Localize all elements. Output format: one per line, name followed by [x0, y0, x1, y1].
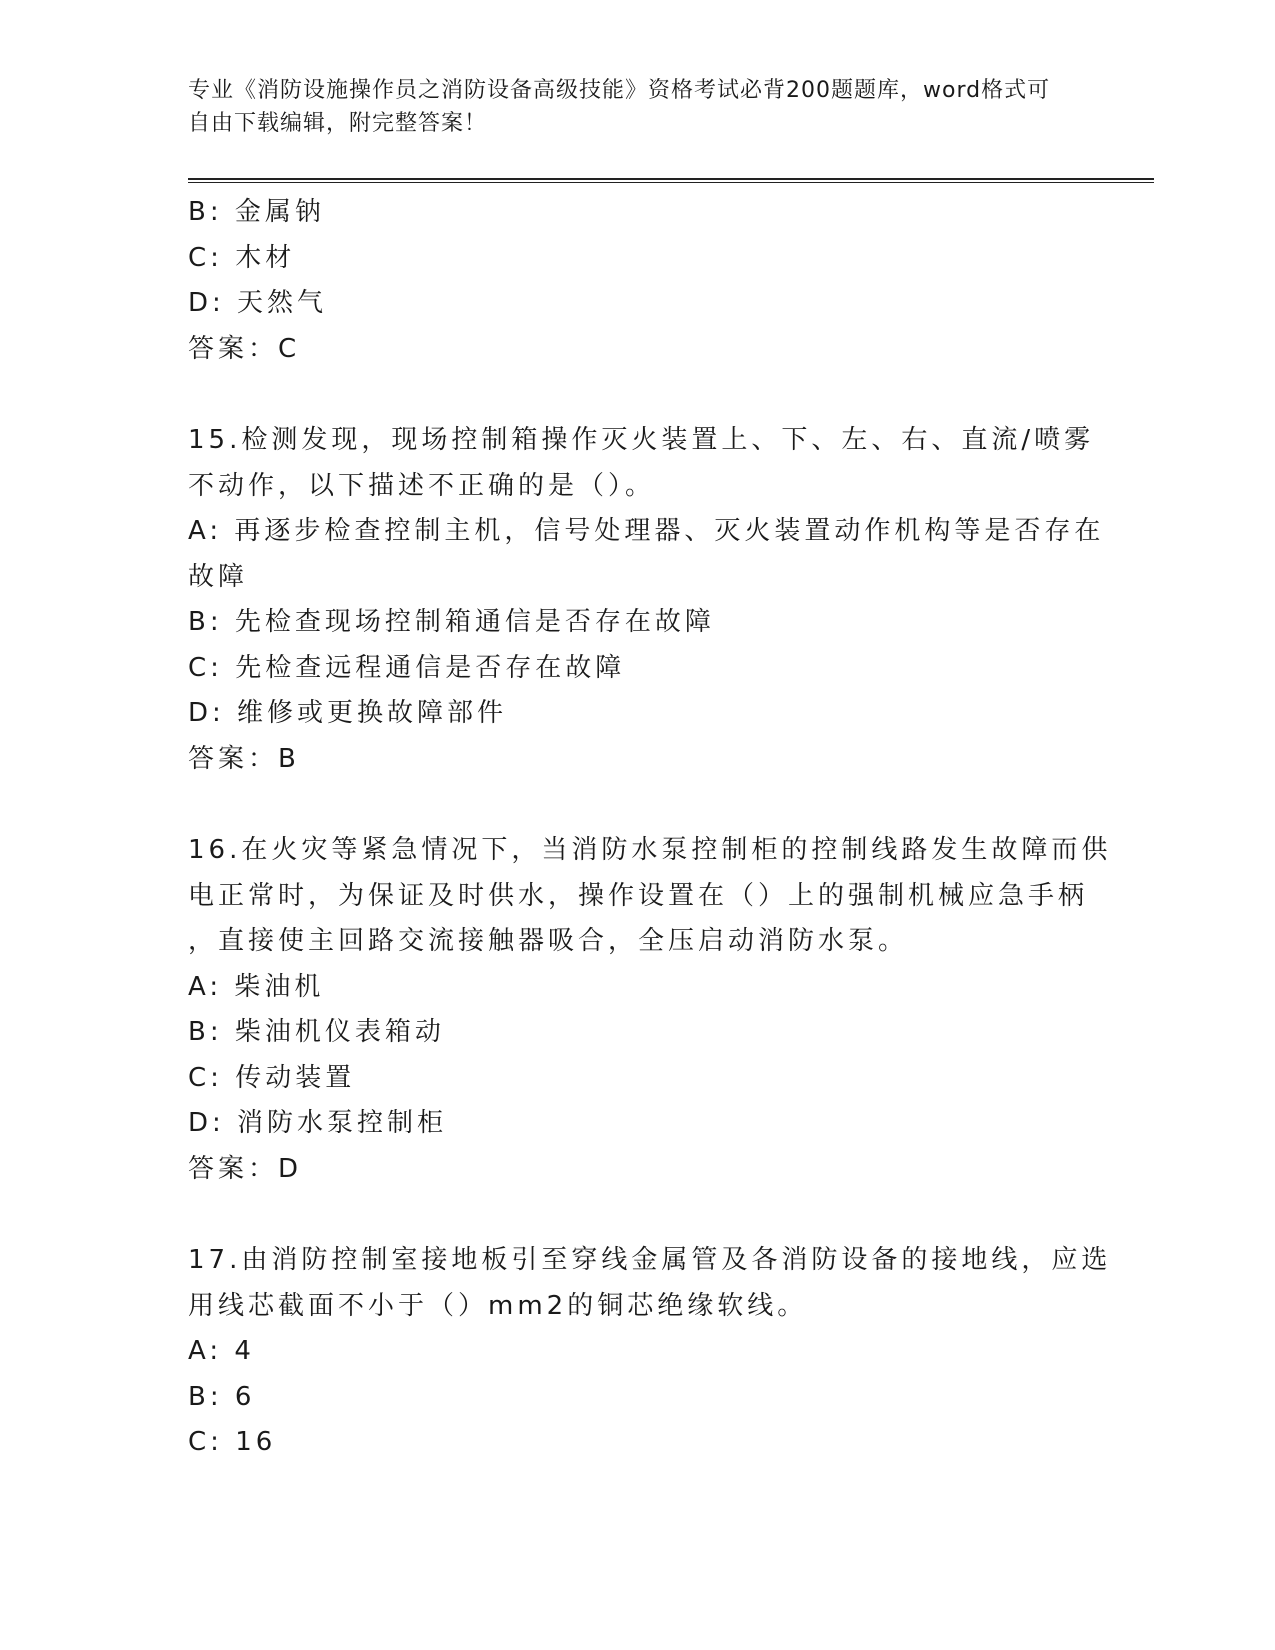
option-b: B: 先检查现场控制箱通信是否存在故障 [188, 607, 715, 637]
option-d: D: 天然气 [188, 288, 328, 318]
question-text-line: 15.检测发现，现场控制箱操作灭火装置上、下、左、右、直流/喷雾 [188, 425, 1095, 455]
option-b: B: 6 [188, 1381, 256, 1412]
option-a: A: 4 [188, 1336, 255, 1366]
option-b: B: 金属钠 [188, 197, 325, 227]
continued-question [188, 190, 1088, 372]
question-16 [188, 828, 1112, 1192]
option-d: D: 维修或更换故障部件 [188, 698, 508, 728]
answer: 答案：C [188, 333, 301, 364]
question-text-line: 17.由消防控制室接地板引至穿线金属管及各消防设备的接地线，应选 [188, 1245, 1112, 1275]
option-a: A: 再逐步检查控制主机，信号处理器、灭火装置动作机构等是否存在 [188, 516, 1105, 546]
question-text-line: 用线芯截面不小于（）mm2的铜芯绝缘软线。 [188, 1290, 808, 1321]
option-c: C: 16 [188, 1427, 277, 1457]
question-text-line: 16.在火灾等紧急情况下，当消防水泵控制柜的控制线路发生故障而供 [188, 835, 1112, 865]
question-text-line: 电正常时，为保证及时供水，操作设置在（）上的强制机械应急手柄 [188, 880, 1089, 911]
question-list [188, 190, 1112, 1466]
question-number: 16. [188, 835, 242, 865]
header-text: 专业《消防设施操作员之消防设备高级技能》资格考试必背200题题库，word格式可自由下载编辑，附完整答案！ [188, 78, 1051, 136]
spacer [188, 372, 1088, 418]
option-a: A: 柴油机 [188, 971, 325, 1002]
option-b: B: 柴油机仪表箱动 [188, 1017, 445, 1047]
option-c: C: 传动装置 [188, 1062, 356, 1093]
answer: 答案：B [188, 743, 300, 774]
option-d: D: 消防水泵控制柜 [188, 1108, 448, 1138]
option-c: C: 木材 [188, 242, 296, 273]
question-text-line: 不动作，以下描述不正确的是（）。 [188, 470, 656, 501]
answer: 答案：D [188, 1153, 303, 1184]
spacer [188, 782, 1088, 828]
option-a-continued: 故障 [188, 561, 249, 592]
spacer [188, 1192, 1088, 1238]
question-number: 15. [188, 425, 242, 455]
question-17 [188, 1238, 1112, 1466]
question-15 [188, 418, 1105, 782]
option-c: C: 先检查远程通信是否存在故障 [188, 652, 626, 683]
header-divider [188, 178, 1154, 183]
question-text-line: ，直接使主回路交流接触器吸合，全压启动消防水泵。 [188, 926, 909, 956]
page-header [188, 74, 1068, 140]
question-number: 17. [188, 1245, 242, 1275]
